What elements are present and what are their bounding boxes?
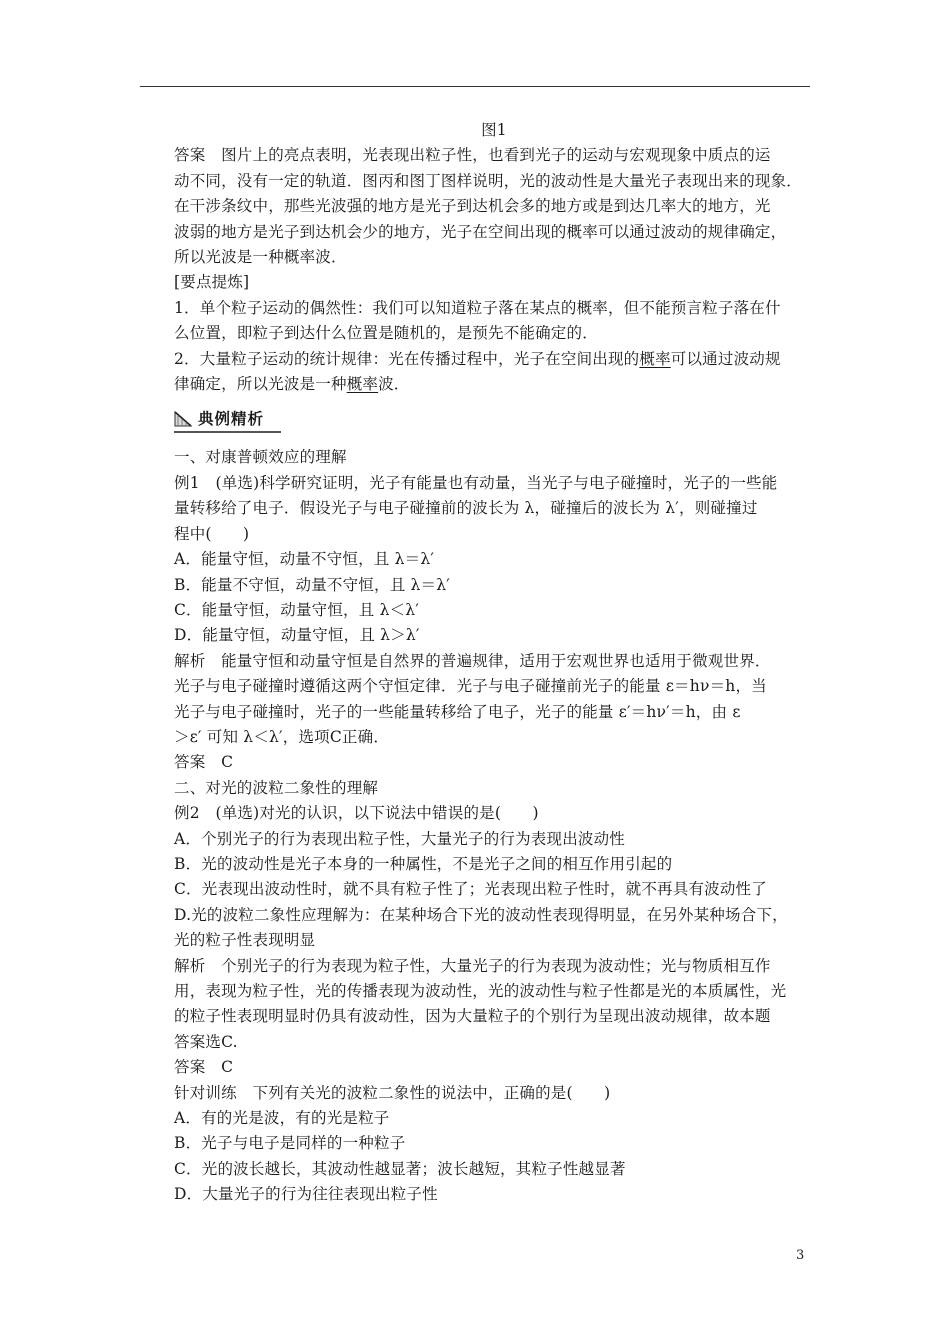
option-d: D.光的波粒二象性应理解为：在某种场合下光的波动性表现得明显，在另外某种场合下， [174,905,788,924]
text-run: 2．大量粒子运动的统计规律：光在传播过程中，光子在空间出现的 [174,349,640,368]
page-number: 3 [796,1248,805,1263]
analysis-line: 答案选C. [174,1032,238,1051]
part-1 [174,445,814,775]
question-line: 例2 (单选)对光的认识，以下说法中错误的是( ) [174,804,539,823]
section-title: 典例精析 [198,410,265,429]
question-line: 针对训练 下列有关光的波粒二象性的说法中，正确的是( ) [174,1083,611,1102]
hatched-triangle-icon [174,409,192,427]
section-banner [174,405,281,433]
option-c: C．能量守恒，动量守恒，且 λ＜λ′ [174,600,420,619]
analysis-line: 解析 个别光子的行为表现为粒子性，大量光子的行为表现为波动性；光与物质相互作 [174,956,771,975]
answer-line: 答案 C [174,1058,234,1077]
text-line [174,372,814,397]
underlined-term: 概率 [346,375,379,394]
practice [174,1081,814,1208]
option-d: D．大量光子的行为往往表现出粒子性 [174,1185,438,1204]
option-a: A．有的光是波，有的光是粒子 [174,1109,390,1128]
text-line: 所以光波是一种概率波． [174,248,347,267]
option-d-continued: 光的粒子性表现明显 [174,931,316,950]
analysis-line: ＞ε′ 可知 λ＜λ′，选项C正确． [174,727,390,746]
analysis-line: 光子与电子碰撞时，光子的一些能量转移给了电子，光子的能量 ε′＝hν′＝h，由 ε [174,702,741,721]
part-2 [174,776,814,1081]
text-line: 在干涉条纹中，那些光波强的地方是光子到达机会多的地方或是到达几率大的地方，光 [174,197,771,216]
option-d: D．能量守恒，动量守恒，且 λ＞λ′ [174,626,420,645]
option-c: C．光表现出波动性时，就不具有粒子性了；光表现出粒子性时，就不再具有波动性了 [174,880,767,899]
part-heading: 二、对光的波粒二象性的理解 [174,778,379,797]
answer-line: 答案 C [174,753,234,772]
option-a: A．能量守恒，动量不守恒，且 λ＝λ′ [174,550,435,569]
text-line: 么位置，即粒子到达什么位置是随机的，是预先不能确定的． [174,324,598,343]
header-rule [140,86,810,87]
text-run: 可以通过波动规 [670,349,781,368]
text-line: 波弱的地方是光子到达机会少的地方，光子在空间出现的概率可以通过波动的规律确定， [174,222,787,241]
question-line: 量转移给了电子．假设光子与电子碰撞前的波长为 λ，碰撞后的波长为 λ′，则碰撞过 [174,499,758,518]
text-run: 律确定，所以光波是一种 [174,375,347,394]
question-line: 例1 (单选)科学研究证明，光子有能量也有动量，当光子与电子碰撞时，光子的一些能 [174,473,778,492]
question-line: 程中( ) [174,524,250,543]
part-heading: 一、对康普顿效应的理解 [174,448,347,467]
option-b: B．光的波动性是光子本身的一种属性，不是光子之间的相互作用引起的 [174,854,673,873]
option-a: A．个别光子的行为表现出粒子性，大量光子的行为表现出波动性 [174,829,625,848]
option-b: B．光子与电子是同样的一种粒子 [174,1134,406,1153]
key-points-heading: [要点提炼] [174,273,250,292]
figure-caption: 图1 [481,121,507,139]
key-points [174,270,814,397]
analysis-line: 光子与电子碰撞时遵循这两个守恒定律．光子与电子碰撞前光子的能量 ε＝hν＝h，当 [174,677,767,696]
text-line: 答案 图片上的亮点表明，光表现出粒子性，也看到光子的运动与宏观现象中质点的运 [174,146,771,165]
text-line [174,347,814,372]
answer-intro [174,143,814,270]
option-c: C．光的波长越长，其波动性越显著；波长越短，其粒子性越显著 [174,1159,626,1178]
text-run: 波． [378,375,410,394]
option-b: B．能量不守恒，动量不守恒，且 λ＝λ′ [174,575,450,594]
analysis-line: 用，表现为粒子性，光的传播表现为波动性，光的波动性与粒子性都是光的本质属性，光 [174,982,787,1000]
analysis-line: 的粒子性表现明显时仍具有波动性，因为大量粒子的个别行为呈现出波动规律，故本题 [174,1007,771,1026]
text-line: 1．单个粒子运动的偶然性：我们可以知道粒子落在某点的概率，但不能预言粒子落在什 [174,298,781,317]
text-line: 动不同，没有一定的轨道．图丙和图丁图样说明，光的波动性是大量光子表现出来的现象． [174,171,803,190]
analysis-line: 解析 能量守恒和动量守恒是自然界的普遍规律，适用于宏观世界也适用于微观世界． [174,651,771,670]
page-content [174,118,814,1208]
underlined-term: 概率 [639,349,671,368]
